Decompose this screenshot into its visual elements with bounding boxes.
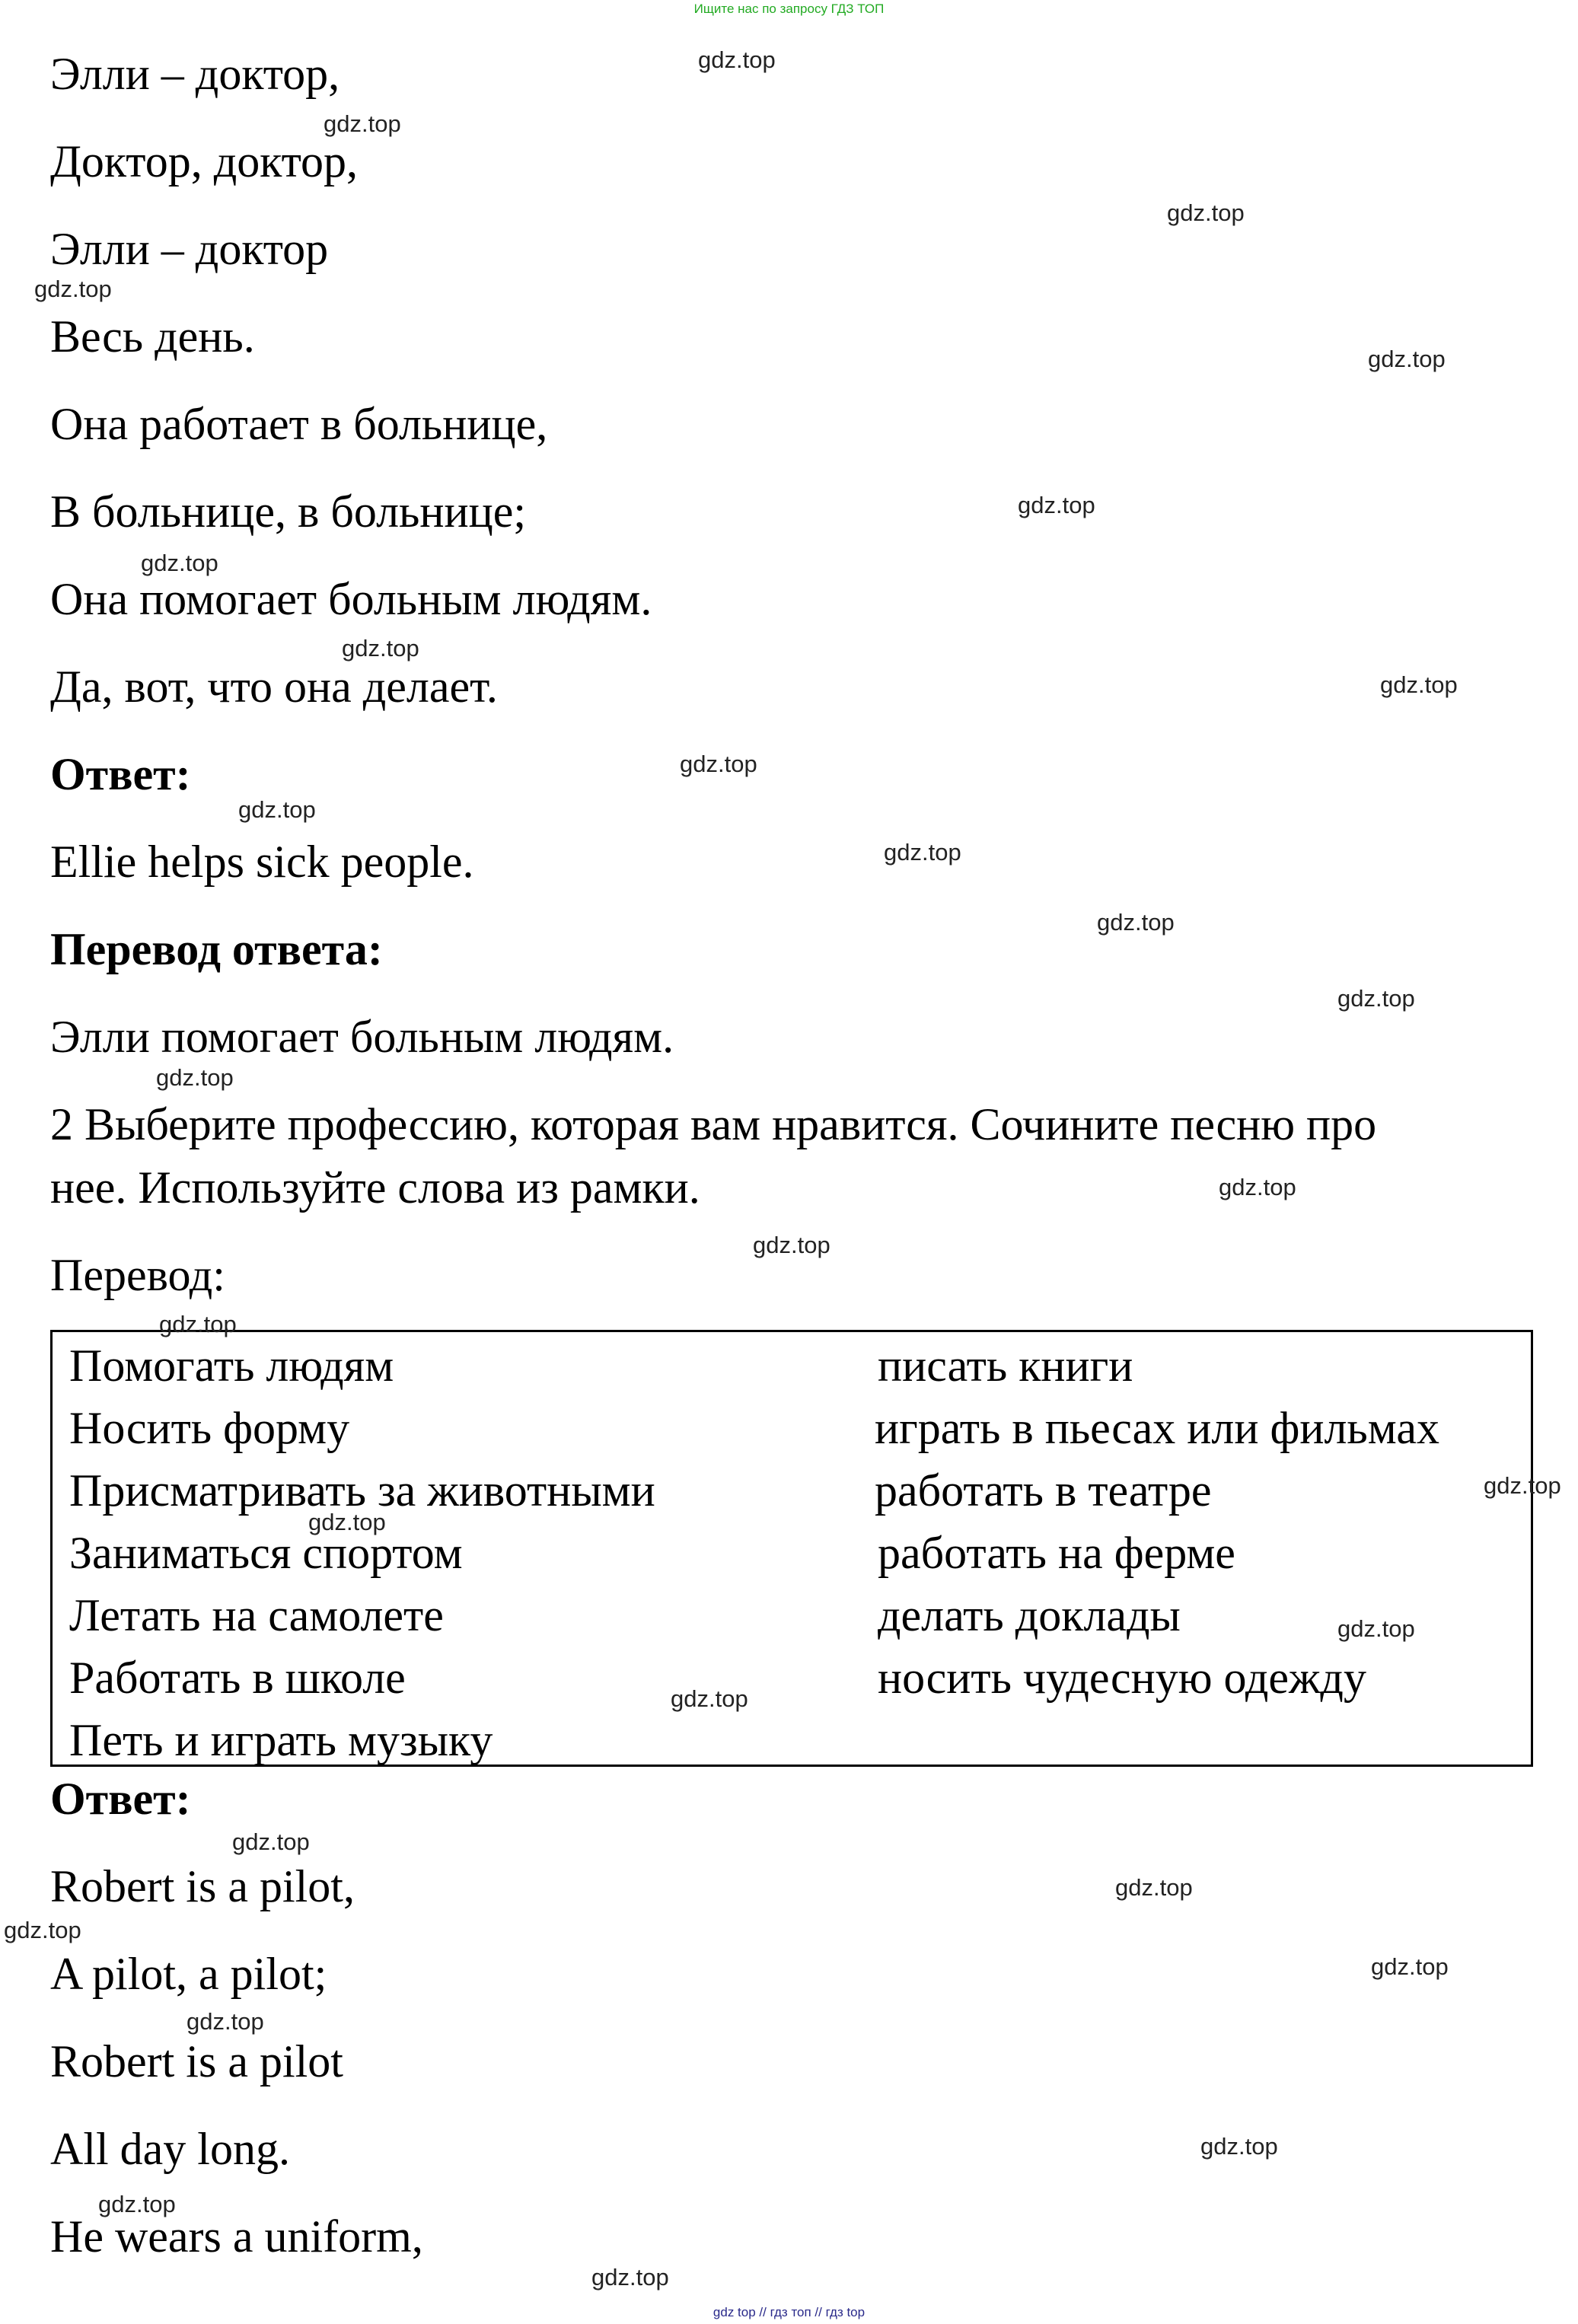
word-item: Летать на самолете [69,1590,444,1640]
watermark: gdz.top [342,635,419,661]
task2-translation-label: Перевод: [50,1250,225,1300]
song-line: Весь день. [50,311,255,362]
watermark: gdz.top [4,1917,81,1943]
word-item: делать доклады [878,1590,1181,1640]
word-item: Помогать людям [69,1341,394,1391]
song-line: Она помогает больным людям. [50,574,652,624]
answer-heading: Ответ: [50,749,191,799]
watermark: gdz.top [1219,1174,1296,1200]
word-item: работать в театре [875,1465,1212,1516]
watermark: gdz.top [308,1509,386,1535]
watermark: gdz.top [680,751,757,777]
watermark: gdz.top [1484,1472,1561,1499]
word-item: писать книги [878,1341,1133,1391]
watermark: gdz.top [186,2008,264,2035]
song-line: Элли – доктор [50,224,329,274]
word-item: Носить форму [69,1403,350,1453]
answer2-line: A pilot, a pilot; [50,1949,327,1999]
watermark: gdz.top [671,1685,748,1712]
watermark: gdz.top [156,1064,234,1091]
answer2-line: Robert is a pilot [50,2036,343,2086]
watermark: gdz.top [159,1311,237,1337]
song-line: Она работает в больнице, [50,399,548,449]
word-item: Заниматься спортом [69,1528,463,1578]
answer2-line: He wears a uniform, [50,2211,423,2262]
song-line: Элли – доктор, [50,49,340,99]
watermark: gdz.top [1368,346,1446,372]
watermark: gdz.top [698,46,776,73]
watermark: gdz.top [1371,1953,1449,1980]
task2-line1: 2 Выберите профессию, которая вам нравится. Сочините песню про [50,1099,1377,1149]
watermark: gdz.top [753,1232,830,1258]
top-banner: Ищите нас по запросу ГДЗ ТОП [693,2,885,16]
word-item: носить чудесную одежду [878,1653,1366,1703]
watermark: gdz.top [1018,492,1095,518]
watermark: gdz.top [1337,985,1415,1012]
watermark: gdz.top [141,550,218,576]
song-line: Доктор, доктор, [50,136,359,186]
watermark: gdz.top [1115,1874,1193,1901]
watermark: gdz.top [34,276,112,302]
watermark: gdz.top [238,796,316,823]
watermark: gdz.top [98,2191,176,2217]
watermark: gdz.top [591,2264,669,2291]
answer-translation-heading: Перевод ответа: [50,924,383,974]
watermark: gdz.top [884,839,961,866]
watermark: gdz.top [232,1828,310,1855]
answer2-line: Robert is a pilot, [50,1861,355,1911]
watermark: gdz.top [1200,2133,1278,2160]
watermark: gdz.top [1167,199,1245,226]
watermark: gdz.top [1337,1615,1415,1642]
word-item: Петь и играть музыку [69,1715,493,1765]
watermark: gdz.top [1380,671,1458,698]
answer2-heading: Ответ: [50,1774,191,1824]
word-item: Работать в школе [69,1653,406,1703]
song-line: В больнице, в больнице; [50,486,527,537]
answer2-line: All day long. [50,2124,290,2174]
task2-line2: нее. Используйте слова из рамки. [50,1162,700,1213]
word-item: Присматривать за животными [69,1465,655,1516]
song-line: Да, вот, что она делает. [50,661,498,712]
footer: gdz top // гдз топ // гдз top [712,2305,866,2319]
watermark: gdz.top [1097,909,1175,936]
word-item: играть в пьесах или фильмах [875,1403,1439,1453]
watermark: gdz.top [324,110,401,137]
answer-text: Ellie helps sick people. [50,837,474,887]
answer-translation: Элли помогает больным людям. [50,1012,674,1062]
word-item: работать на ферме [878,1528,1235,1578]
words-box [50,1330,1533,1767]
